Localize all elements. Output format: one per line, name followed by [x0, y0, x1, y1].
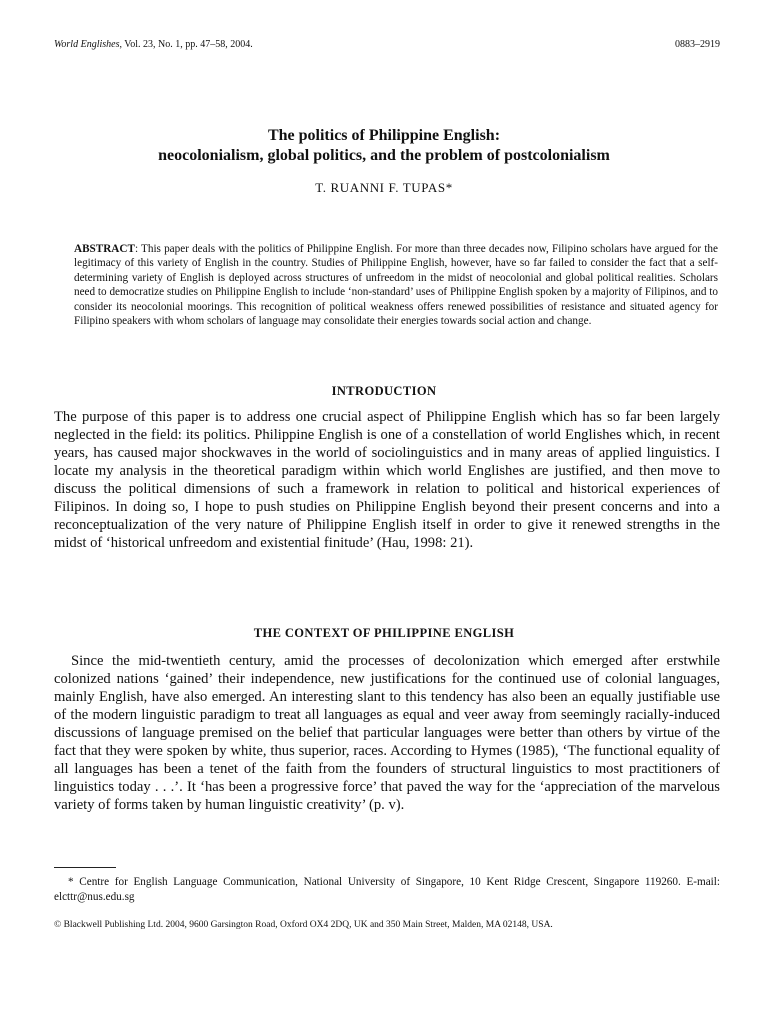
- journal-name: World Englishes: [54, 39, 120, 50]
- context-paragraph: Since the mid-twentieth century, amid the processes of decolonization which emerged after erstwhile colonized nations ‘gained’ their independence, new justifications for the continued use of colonial languages, mainly English, have also emerged. An interesting slant to this tendency has also been an equally justifiable use of the modern linguistic paradigm to treat all languages as equal and veer away from seemingly racially-induced discussions of language premised on the belief that particular languages were better than others by virtue of the fact that they were spoken by white, thus superior, races. According to Hymes (1985), ‘The functional equality of all languages has been a tenet of the faith from the founders of structural linguistics to most practitioners of linguistics today . . .’. It ‘has been a progressive force’ that paved the way for the ‘appreciation of the marvelous variety of forms taken by human linguistic creativity’ (p. v).: [54, 653, 720, 813]
- author-name: T. RUANNI F. TUPAS*: [315, 180, 453, 195]
- author-footnote: * Centre for English Language Communication, National University of Singapore, 10 Kent Ridge Crescent, Singapore 119260. E-mail: elcttr@nus.edu.sg: [54, 876, 720, 903]
- issn: 0883–2919: [675, 39, 720, 50]
- abstract-text: : This paper deals with the politics of Philippine English. For more than three decades now, Filipino scholars have argued for the legitimacy of this variety of English in the country. Studies of Philippine English, however, have so far failed to consider the fact that a self-determining variety of English is deployed across structures of unfreedom in the midst of neocolonial and global political realities. Scholars need to democratize studies on Philippine English to include ‘non-standard’ uses of Philippine English spoken by a majority of Filipinos, and to consider its neocolonial moorings. This recognition of political weakness offers renewed possibilities of resistance and situated agency for Filipino speakers with whom scholars of language may consolidate their energies towards social action and change.: [74, 243, 718, 328]
- title-line-1: The politics of Philippine English:: [267, 127, 501, 144]
- running-header: [54, 39, 720, 51]
- article-title: [54, 126, 714, 166]
- journal-details: , Vol. 23, No. 1, pp. 47–58, 2004.: [119, 39, 253, 50]
- section-heading-context: THE CONTEXT OF PHILIPPINE ENGLISH: [253, 626, 515, 640]
- section-heading-introduction: INTRODUCTION: [331, 384, 437, 398]
- footnote-divider: [54, 867, 116, 868]
- journal-citation: [54, 39, 253, 51]
- copyright-line: © Blackwell Publishing Ltd. 2004, 9600 Garsington Road, Oxford OX4 2DQ, UK and 350 Main Street, Malden, MA 02148, USA.: [54, 920, 553, 930]
- introduction-paragraph: The purpose of this paper is to address one crucial aspect of Philippine English which has so far been largely neglected in the field: its politics. Philippine English is one of a constellation of world Englishes which, in recent years, has caused major shockwaves in the world of sociolinguistics and in many areas of applied linguistics. I locate my analysis in the theoretical paradigm within which world Englishes are justified, and then move to discuss the political dimensions of such a framework in relation to political and historical experiences of Filipinos. In doing so, I hope to push studies on Philippine English beyond their present concerns and into a reconceptualization of the very nature of Philippine English itself in order to give it renewed strengths in the midst of ‘historical unfreedom and existential finitude’ (Hau, 1998: 21).: [54, 409, 720, 551]
- title-line-2: neocolonialism, global politics, and the problem of postcolonialism: [158, 147, 610, 164]
- abstract: [74, 242, 718, 328]
- abstract-label: ABSTRACT: [74, 243, 135, 255]
